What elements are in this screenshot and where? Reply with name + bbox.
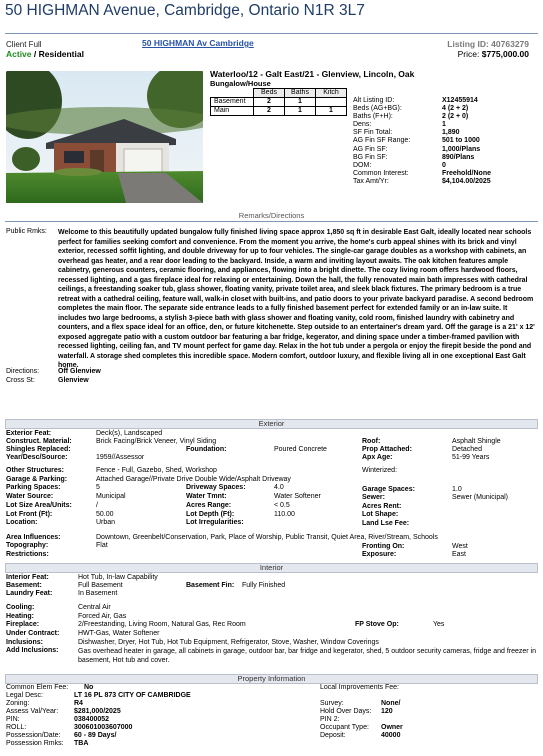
header-divider xyxy=(5,33,538,34)
field-value: Brick Facing/Brick Veneer, Vinyl Siding xyxy=(96,438,217,445)
field-label: Topography: xyxy=(6,542,49,549)
field-value: Gas overhead heater in garage, all cabinets in garage, outdoor bar, bar fridge and kegerator, shed, 5 outdoor security cameras, fridge and freezer in basement, Hot tub and cover. xyxy=(78,648,537,664)
field-label: Roof: xyxy=(362,438,381,445)
field-value: 5 xyxy=(96,484,100,491)
field-value: 4.0 xyxy=(274,484,284,491)
field-value: 1959//Assessor xyxy=(96,454,145,461)
price-label: Price: xyxy=(457,49,482,59)
room-level: Basement xyxy=(211,98,254,107)
field-label: Common Elem Fee: xyxy=(6,684,69,691)
field-label: Garage & Parking: xyxy=(6,476,68,483)
field-value: None/ xyxy=(381,700,401,707)
field-label: Acres Rent: xyxy=(362,503,402,510)
field-label: Land Lse Fee: xyxy=(362,520,410,527)
page-title: 50 HIGHMAN Avenue, Cambridge, Ontario N1R 3L7 xyxy=(5,2,365,19)
field-value: 40000 xyxy=(381,732,401,739)
directions-label: Directions: xyxy=(6,368,40,375)
field-label: Foundation: xyxy=(186,446,227,453)
field-label: Interior Feat: xyxy=(6,574,49,581)
field-label: Prop Attached: xyxy=(362,446,412,453)
field-value: 038400052 xyxy=(74,716,110,723)
field-label: Under Contract: xyxy=(6,630,60,637)
status-badge: Active xyxy=(6,49,32,59)
field-label: Cooling: xyxy=(6,604,35,611)
field-value: Poured Concrete xyxy=(274,446,327,453)
cross-street-value: Glenview xyxy=(58,377,89,384)
field-label: Acres Range: xyxy=(186,502,232,509)
field-value: Attached Garage//Private Drive Double Wide/Asphalt Driveway xyxy=(96,476,291,483)
directions-row xyxy=(6,368,101,376)
room-baths: 1 xyxy=(285,98,316,107)
field-label: Water Source: xyxy=(6,493,54,500)
field-value: Detached xyxy=(452,446,482,453)
field-value: < 0.5 xyxy=(274,502,290,509)
rooms-col-header: Kitch xyxy=(316,89,347,98)
exterior-section-header: Exterior xyxy=(5,419,538,429)
rooms-table xyxy=(210,88,347,116)
field-label: Apx Age: xyxy=(362,454,393,461)
field-label: Exposure: xyxy=(362,551,397,558)
field-label: Water Tmnt: xyxy=(186,493,227,500)
room-beds: 2 xyxy=(254,107,285,116)
remarks-text: Welcome to this beautifully updated bungalow fully finished living space approx 1,850 sq ft in desirable East Galt, ideally located near schools perfect for families seeking comfort and convenience. From the moment you arrive, the home's curb appeal shines with its brick and vinyl exterior, recessed soffit lighting, and double driveway for up to four vehicles. The single-car garage doubles as a workshop with cabinets, an overhead gas heater, and a rear door leading to the backyard. Inside, a warm and inviting layout awaits. The oak kitchen features ample cabinetry, generous counters, ceramic flooring, and appliances, flowing into a bright dinette. The cozy living room offers hardwood floors, recessed lighting, and a gas fireplace ideal for relaxing or entertaining. Down the hall, the fully renovated main bath impresses with cathedral ceilings, a freestanding soaker tub, glass shower, floating vanity, private toilet area, and sleek black fixtures. The primary bedroom is a true retreat with a cathedral ceiling, feature wall, walk-in closet with built-ins, and patio doors to your private backyard paradise. A second bedroom completes the main floor. The separate side entrance leads to a fully finished basement perfect for extended family or an in-law suite. It includes two large bedrooms, a stylish 3-piece bath with glass shower and floating vanity, cold room, finished laundry with cabinetry and counters, and a flex space ideal for an office, den, or future kitchenette. Step outside to an entertainer's dream yard. Off the garage is a 21' x 12' exposed aggregate patio with a custom outdoor bar featuring a bar fridge, kegerator, and dining space under a timber-framed pavilion with recessed lighting, ceiling fan, and TV mount perfect for game day. Relax in the hot tub under a pergola or enjoy the firepit beside the pond and waterfall. A storage shed completes this incredible space. Modern comfort, outdoor luxury, and flexible living all in one exceptional East Galt home. xyxy=(58,229,535,369)
field-value: 300601003607000 xyxy=(74,724,133,731)
field-value: Yes xyxy=(433,621,445,628)
fact-value: X12455914 xyxy=(442,97,478,104)
fact-value: 1,890 xyxy=(442,129,460,137)
field-label: Fronting On: xyxy=(362,543,405,550)
field-label: Other Structures: xyxy=(6,467,64,474)
field-value: In Basement xyxy=(78,590,118,597)
field-value: 50.00 xyxy=(96,511,114,518)
field-value: Downtown, Greenbelt/Conservation, Park, Place of Worship, Public Transit, Quiet Area, River/Stream, Schools xyxy=(96,534,438,541)
public-remarks xyxy=(6,228,536,371)
field-label: Assess Val/Year: xyxy=(6,708,59,715)
fact-label: SF Fin Total: xyxy=(353,129,393,137)
field-value: R4 xyxy=(74,700,83,707)
field-value: Sewer (Municipal) xyxy=(452,494,509,501)
fact-row xyxy=(353,146,491,154)
field-label: Deposit: xyxy=(320,732,346,739)
field-value: 120 xyxy=(381,708,393,715)
status-separator: / xyxy=(31,49,39,59)
fact-row xyxy=(353,121,491,129)
room-beds: 2 xyxy=(254,98,285,107)
listing-status xyxy=(6,50,84,60)
field-label: Location: xyxy=(6,519,38,526)
field-label: Survey: xyxy=(320,700,344,707)
fact-value: 501 to 1000 xyxy=(442,137,480,145)
field-value: Fully Finished xyxy=(242,582,286,589)
field-label: Local Improvements Fee: xyxy=(320,684,399,691)
field-label: Possession/Date: xyxy=(6,732,61,739)
room-level: Main xyxy=(211,107,254,116)
directions-value: Off Glenview xyxy=(58,368,101,375)
field-value: Fence - Full, Gazebo, Shed, Workshop xyxy=(96,467,217,474)
price xyxy=(458,50,529,60)
field-label: Inclusions: xyxy=(6,639,43,646)
field-label: Laundry Feat: xyxy=(6,590,53,597)
report-type: Client Full xyxy=(6,40,42,49)
fact-row xyxy=(353,154,491,162)
fact-value: 4 (2 + 2) xyxy=(442,105,469,113)
fact-value: Freehold/None xyxy=(442,169,492,177)
fact-value: 890/Plans xyxy=(442,153,475,161)
field-label: Sewer: xyxy=(362,494,385,501)
field-value: / xyxy=(96,502,98,509)
house-photo-image xyxy=(6,71,203,203)
field-label: Lot Irregularities: xyxy=(186,519,244,526)
field-label: Garage Spaces: xyxy=(362,486,415,493)
field-value: TBA xyxy=(74,740,89,747)
fact-value: 0 xyxy=(442,161,446,169)
field-value: Dishwasher, Dryer, Hot Tub, Hot Tub Equipment, Refrigerator, Stove, Washer, Window Coverings xyxy=(78,639,379,646)
field-label: Basement: xyxy=(6,582,42,589)
field-label: Basement Fin: xyxy=(186,582,235,589)
field-label: PIN: xyxy=(6,716,20,723)
field-value: Owner xyxy=(381,724,403,731)
interior-section-header: Interior xyxy=(5,563,538,573)
field-label: Exterior Feat: xyxy=(6,430,52,437)
summary-facts xyxy=(353,97,491,186)
field-label: Lot Size Area/Units: xyxy=(6,502,72,509)
field-value: Urban xyxy=(96,519,116,526)
field-label: Shingles Replaced: xyxy=(6,446,71,453)
rooms-col-header: Baths xyxy=(285,89,316,98)
property-section-header: Property Information xyxy=(5,674,538,684)
price-value: $775,000.00 xyxy=(481,49,529,59)
fact-value: 2 (2 + 0) xyxy=(442,113,469,121)
field-label: PIN 2: xyxy=(320,716,340,723)
fact-label: Dens: xyxy=(353,121,372,129)
field-label: Possession Rmks: xyxy=(6,740,64,747)
property-photo[interactable] xyxy=(6,71,203,203)
field-value: East xyxy=(452,551,467,558)
fact-label: Beds (AG+BG): xyxy=(353,105,402,113)
fact-value: $4,104.00/2025 xyxy=(442,177,491,185)
field-value: No xyxy=(84,684,94,691)
field-label: Year/Desc/Source: xyxy=(6,454,68,461)
field-value: Hot Tub, In-law Capability xyxy=(78,574,158,581)
fact-row xyxy=(353,170,491,178)
field-value: HWT-Gas, Water Softener xyxy=(78,630,160,637)
field-label: FP Stove Op: xyxy=(355,621,399,628)
fact-row xyxy=(353,129,491,137)
remarks-section-header: Remarks/Directions xyxy=(5,212,538,222)
field-label: Lot Depth (Ft): xyxy=(186,511,235,518)
rooms-col-header: Beds xyxy=(254,89,285,98)
table-row xyxy=(211,98,347,107)
fact-value: 1 xyxy=(442,121,446,129)
field-value: Water Softener xyxy=(274,493,321,500)
field-value: Deck(s), Landscaped xyxy=(96,430,163,437)
field-label: Legal Desc: xyxy=(6,692,43,699)
field-label: ROLL: xyxy=(6,724,27,731)
field-value: West xyxy=(452,543,468,550)
rooms-table-corner xyxy=(211,89,254,98)
fact-label: Baths (F+H): xyxy=(353,113,393,121)
room-kitch: 1 xyxy=(316,107,347,116)
field-value: Forced Air, Gas xyxy=(78,613,127,620)
field-value: Full Basement xyxy=(78,582,123,589)
field-label: Occupant Type: xyxy=(320,724,369,731)
field-label: Hold Over Days: xyxy=(320,708,372,715)
field-label: Fireplace: xyxy=(6,621,40,628)
fact-row xyxy=(353,97,491,105)
field-value: 60 - 89 Days/ xyxy=(74,732,117,739)
fact-row xyxy=(353,113,491,121)
field-value: Municipal xyxy=(96,493,126,500)
table-row xyxy=(211,107,347,116)
fact-label: Alt Listing ID: xyxy=(353,97,395,104)
address-link[interactable]: 50 HIGHMAN Av Cambridge xyxy=(142,38,254,48)
listing-id: Listing ID: 40763279 xyxy=(447,39,529,49)
field-label: Lot Front (Ft): xyxy=(6,511,53,518)
cross-street-row xyxy=(6,377,89,385)
cross-street-label: Cross St: xyxy=(6,377,35,384)
field-value: 1.0 xyxy=(452,486,462,493)
fact-row xyxy=(353,105,491,113)
field-value: 2/Freestanding, Living Room, Natural Gas, Rec Room xyxy=(78,621,246,628)
area-districts: Waterloo/12 - Galt East/21 - Glenview, Lincoln, Oak xyxy=(210,69,415,79)
property-class: Residential xyxy=(38,49,84,59)
remarks-label: Public Rmks: xyxy=(6,228,47,235)
room-kitch xyxy=(316,98,347,107)
field-label: Add Inclusions: xyxy=(6,647,59,654)
field-label: Area Influences: xyxy=(6,534,61,541)
field-label: Heating: xyxy=(6,613,34,620)
field-value: Asphalt Shingle xyxy=(452,438,501,445)
field-label: Zoning: xyxy=(6,700,30,707)
field-label: Parking Spaces: xyxy=(6,484,61,491)
property-type: Bungalow/House xyxy=(210,79,271,88)
fact-row xyxy=(353,137,491,145)
fact-label: AG Fin SF Range: xyxy=(353,137,411,145)
fact-label: BG Fin SF: xyxy=(353,153,388,161)
field-value: LT 16 PL 873 CITY OF CAMBRIDGE xyxy=(74,692,191,699)
field-value: Central Air xyxy=(78,604,111,611)
fact-label: Common Interest: xyxy=(353,169,409,177)
field-value: 51-99 Years xyxy=(452,454,490,461)
field-label: Restrictions: xyxy=(6,551,49,558)
field-label: Construct. Material: xyxy=(6,438,72,445)
field-label: Lot Shape: xyxy=(362,511,399,518)
fact-label: Tax Amt/Yr: xyxy=(353,177,389,185)
field-label: Winterized: xyxy=(362,467,398,474)
fact-value: 1,000/Plans xyxy=(442,145,481,153)
field-value: 110.00 xyxy=(274,511,295,518)
fact-row xyxy=(353,178,491,186)
field-value: $281,000/2025 xyxy=(74,708,121,715)
fact-label: DOM: xyxy=(353,161,372,169)
field-label: Driveway Spaces: xyxy=(186,484,246,491)
room-baths: 1 xyxy=(285,107,316,116)
field-value: Flat xyxy=(96,542,108,549)
fact-label: AG Fin SF: xyxy=(353,145,388,153)
fact-row xyxy=(353,162,491,170)
